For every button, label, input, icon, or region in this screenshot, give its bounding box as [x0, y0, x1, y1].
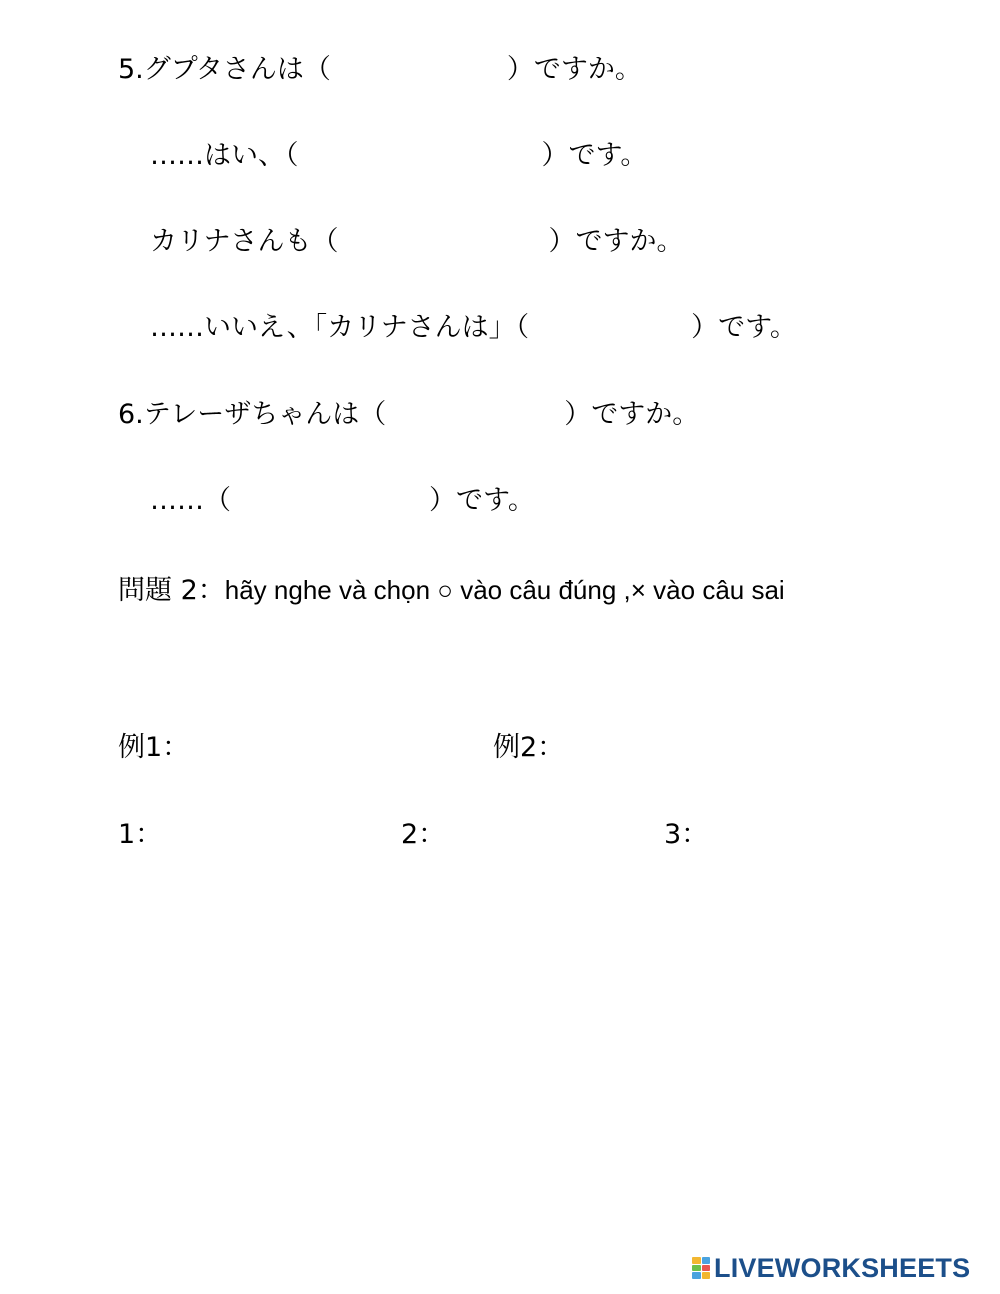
- logo-mark-block: [702, 1272, 711, 1279]
- logo-mark-block: [692, 1272, 701, 1279]
- q5-followup-answer-suffix: ）です。: [691, 312, 797, 343]
- q5-question-line: [118, 53, 642, 87]
- q6-answer-line: [150, 484, 535, 518]
- liveworksheets-logo-icon: [692, 1257, 710, 1279]
- logo-mark-block: [692, 1257, 701, 1264]
- q5-question-suffix: ）ですか。: [506, 54, 642, 85]
- q5-answer-suffix: ）です。: [541, 140, 648, 171]
- mondai2-instruction: hãy nghe và chọn ○ vào câu đúng ,× vào câu sai: [224, 575, 785, 605]
- q5-answer-prefix: ……はい、（: [150, 140, 299, 171]
- q6-answer-prefix: ……（: [150, 485, 231, 516]
- q6-question-prefix: 6.テレーザちゃんは（: [118, 399, 387, 430]
- mondai2-heading: [118, 573, 785, 608]
- answer-3-label: 3：: [664, 819, 709, 850]
- logo-mark-block: [692, 1265, 701, 1272]
- q5-followup-answer-line: [150, 311, 797, 345]
- q6-question-suffix: ）ですか。: [564, 399, 700, 430]
- liveworksheets-logo-text: LIVEWORKSHEETS: [714, 1252, 971, 1283]
- q5-followup-line: [150, 225, 683, 259]
- q6-answer-suffix: ）です。: [429, 485, 535, 516]
- example-2-label: 例2：: [493, 732, 565, 763]
- q5-followup-answer-prefix: ……いいえ、「カリナさんは」（: [150, 312, 530, 343]
- mondai2-label: 問題 2：: [118, 575, 225, 606]
- logo-mark-block: [702, 1257, 711, 1264]
- q5-question-prefix: 5.グプタさんは（: [118, 54, 331, 85]
- q5-answer-line: [150, 139, 647, 173]
- answer-2-label: 2：: [401, 819, 446, 850]
- q5-followup-prefix: カリナさんも（: [150, 226, 339, 257]
- logo-mark-block: [702, 1265, 711, 1272]
- q6-question-line: [118, 398, 699, 432]
- example-1-label: 例1：: [118, 732, 190, 763]
- q5-followup-suffix: ）ですか。: [548, 226, 684, 257]
- liveworksheets-logo: [692, 1252, 970, 1284]
- answer-1-label: 1：: [118, 819, 163, 850]
